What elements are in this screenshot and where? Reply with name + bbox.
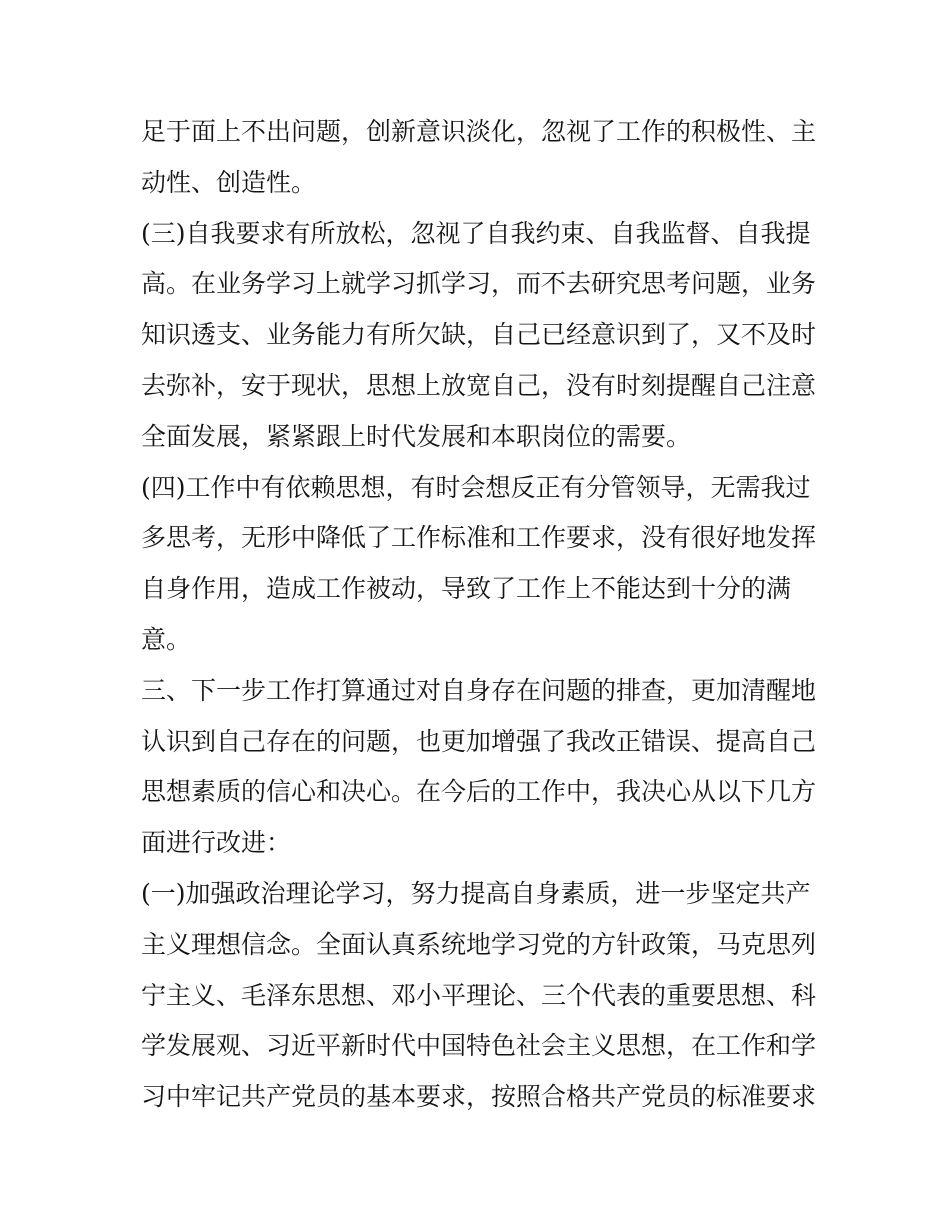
- text-line: 面进行改进：: [141, 828, 292, 858]
- text-line: (四)工作中有依赖思想，有时会想反正有分管领导，无需我过: [141, 472, 811, 502]
- text-line: 动性、创造性。: [141, 167, 317, 197]
- text-line: 宁主义、毛泽东思想、邓小平理论、三个代表的重要思想、科: [141, 980, 817, 1010]
- text-line: (三)自我要求有所放松，忽视了自我约束、自我监督、自我提: [141, 218, 811, 248]
- text-line: 习中牢记共产党员的基本要求，按照合格共产党员的标准要求: [141, 1082, 817, 1112]
- text-line: 去弥补，安于现状，思想上放宽自己，没有时刻提醒自己注意: [141, 370, 817, 400]
- text-line: 全面发展，紧紧跟上时代发展和本职岗位的需要。: [141, 421, 692, 451]
- text-line: 足于面上不出问题，创新意识淡化，忽视了工作的积极性、主: [141, 117, 817, 146]
- text-line: 思想素质的信心和决心。在今后的工作中，我决心从以下几方: [141, 777, 817, 807]
- text-line: 高。在业务学习上就学习抓学习，而不去研究思考问题，业务: [141, 269, 817, 299]
- text-line: 三、下一步工作打算通过对自身存在问题的排查，更加清醒地: [141, 675, 817, 705]
- text-line: 知识透支、业务能力有所欠缺，自己已经意识到了，又不及时: [141, 320, 817, 350]
- text-line: 认识到自己存在的问题，也更加增强了我改正错误、提高自己: [141, 726, 817, 756]
- document-body: [141, 107, 821, 1123]
- text-line: 主义理想信念。全面认真系统地学习党的方针政策，马克思列: [141, 929, 817, 959]
- text-line: (一)加强政治理论学习，努力提高自身素质，进一步坚定共产: [141, 878, 811, 908]
- text-line: 多思考，无形中降低了工作标准和工作要求，没有很好地发挥: [141, 523, 817, 553]
- text-line: 学发展观、习近平新时代中国特色社会主义思想，在工作和学: [141, 1031, 817, 1061]
- text-line: 意。: [141, 624, 192, 654]
- text-line: 自身作用，造成工作被动，导致了工作上不能达到十分的满: [141, 574, 792, 604]
